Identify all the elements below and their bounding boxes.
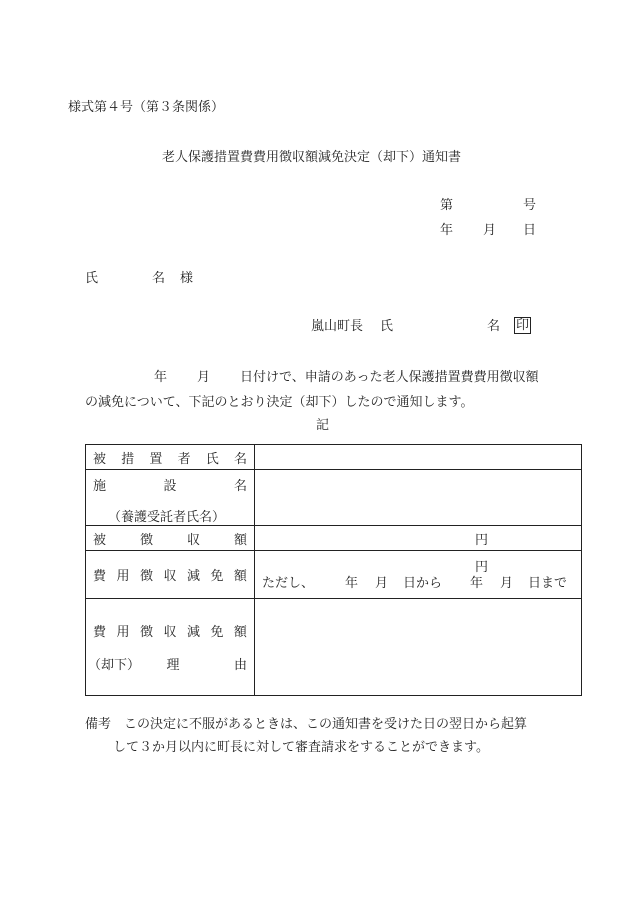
reduction-yen: 円 — [475, 560, 489, 575]
document-title: 老人保護措置費費用徴収額減免決定（却下）通知書 — [162, 150, 462, 165]
body-month: 月 — [197, 370, 211, 385]
date-year: 年 — [440, 223, 454, 238]
seal-mark — [508, 317, 531, 334]
label-collection-amount: 被 徴 収 額 — [86, 526, 255, 551]
value-person-name — [255, 445, 582, 470]
body-year: 年 — [154, 370, 168, 385]
label-rejection-reason: 費 用 徴 収 減 免 額 （却下） 理 由 — [86, 599, 255, 696]
body-line1-rest: 日付けで、申請のあった老人保護措置費費用徴収額 — [240, 370, 539, 385]
label-facility-sub: （養護受託者氏名） — [108, 510, 226, 525]
sender-title: 嵐山町長 — [311, 319, 364, 334]
sender-mei: 名 — [487, 319, 501, 334]
body-line2: の減免について、下記のとおり決定（却下）したので通知します。 — [85, 395, 474, 410]
row-reduction-amount — [86, 551, 582, 599]
row-collection-amount — [86, 526, 582, 551]
label-facility-name: 施 設 名 （養護受託者氏名） — [86, 470, 255, 526]
value-reduction-amount — [255, 551, 582, 599]
value-collection-amount: 円 — [255, 526, 582, 551]
date-day: 日 — [523, 223, 537, 238]
form-number: 様式第４号（第３条関係） — [68, 100, 225, 115]
addressee-mei: 名 — [152, 271, 166, 286]
date-month: 月 — [483, 223, 497, 238]
ki-heading: 記 — [316, 418, 330, 433]
remarks-line2: して３か月以内に町長に対して審査請求をすることができます。 — [113, 740, 489, 755]
doc-number-go: 号 — [523, 198, 537, 213]
reduction-period: ただし、 年 月 日から 年 月 日まで — [262, 576, 568, 591]
value-facility-name — [255, 470, 582, 526]
row-facility-name — [86, 470, 582, 526]
label-person-name: 被 措 置 者 氏 名 — [86, 445, 255, 470]
doc-number-dai: 第 — [440, 198, 454, 213]
remarks — [85, 713, 585, 759]
remarks-label: 備考 — [85, 717, 112, 732]
remarks-line1: この決定に不服があるときは、この通知書を受けた日の翌日から起算 — [124, 717, 528, 732]
addressee-shi: 氏 — [85, 271, 99, 286]
sender-shi: 氏 — [380, 319, 394, 334]
row-rejection-reason — [86, 599, 582, 696]
detail-table — [85, 444, 582, 696]
value-rejection-reason — [255, 599, 582, 696]
seal-text: 印 — [516, 318, 530, 333]
label-reduction-amount: 費 用 徴 収 減 免 額 — [86, 551, 255, 599]
addressee-sama: 様 — [180, 271, 194, 286]
row-person-name — [86, 445, 582, 470]
